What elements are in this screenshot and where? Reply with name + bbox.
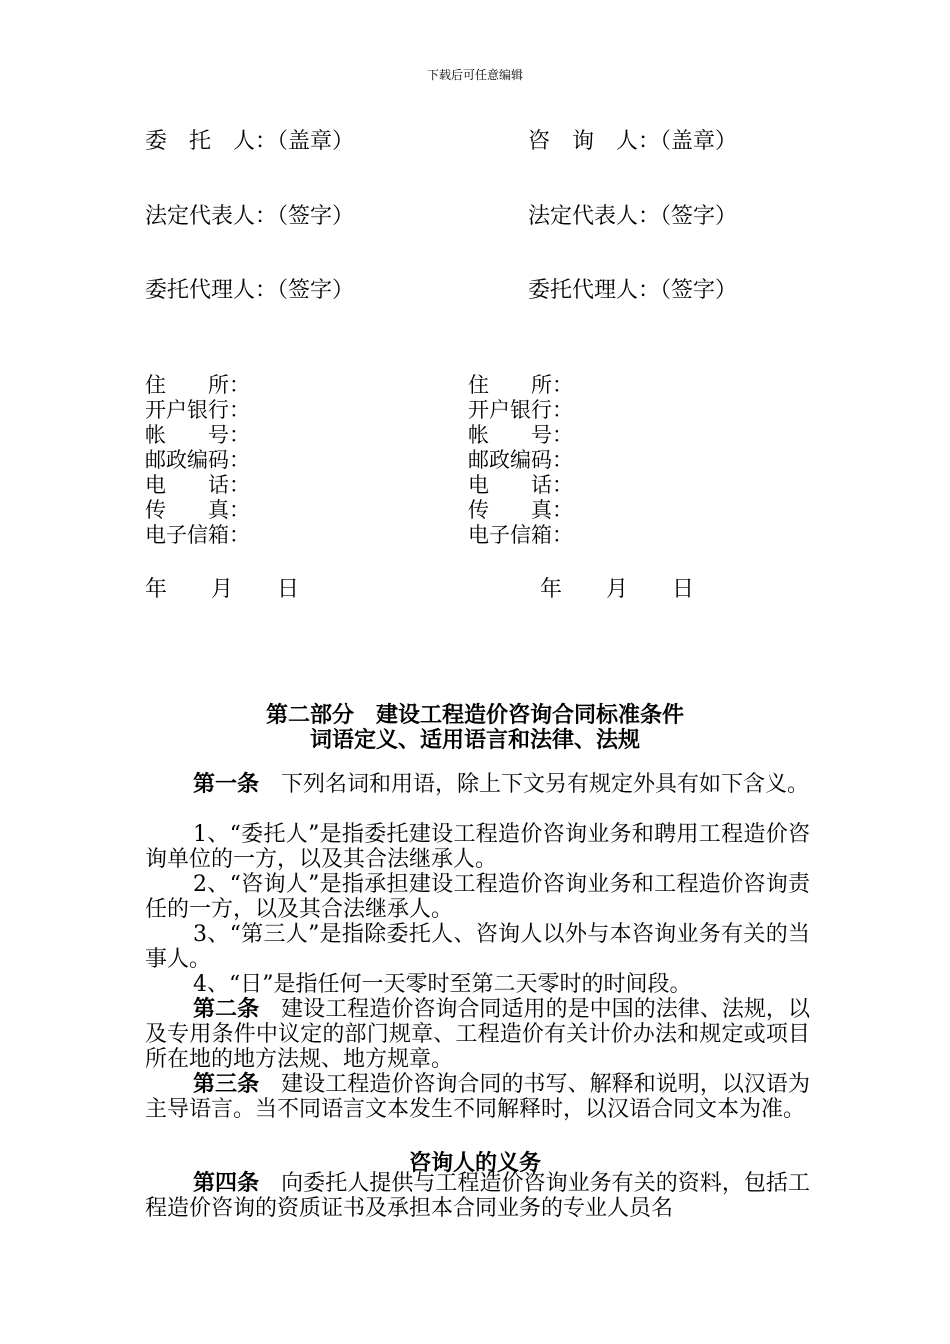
client-legal-rep-line: 法定代表人：（签字）: [145, 204, 355, 229]
article-label: 第三条: [193, 1071, 260, 1097]
article-label: 第一条: [193, 771, 260, 797]
bank-field: 开户银行：: [468, 398, 573, 422]
client-seal-line: 委 托 人：（盖章）: [145, 129, 355, 154]
consultant-duties-heading: 咨询人的义务: [408, 1150, 541, 1176]
consultant-legal-rep-line: 法定代表人：（签字）: [528, 204, 738, 229]
email-field: 电子信箱：: [145, 523, 250, 547]
definition-item-3: 3、“第三人”是指除委托人、咨询人以外与本咨询业务有关的当事人。: [145, 922, 810, 972]
fax-field: 传 真：: [468, 498, 573, 522]
address-field: 住 所：: [468, 373, 573, 397]
article-4: [145, 1171, 810, 1221]
client-date-line: 年 月 日: [145, 577, 300, 602]
bank-field: 开户银行：: [145, 398, 250, 422]
page-header-note: 下载后可任意编辑: [426, 68, 523, 82]
article-3: [145, 1072, 810, 1122]
article-1: [145, 772, 810, 797]
article-label: 第二条: [193, 996, 260, 1022]
article-text: 下列名词和用语，除上下文另有规定外具有如下含义。: [259, 772, 810, 797]
account-field: 帐 号：: [145, 423, 250, 447]
phone-field: 电 话：: [468, 473, 573, 497]
email-field: 电子信箱：: [468, 523, 573, 547]
postcode-field: 邮政编码：: [145, 448, 250, 472]
consultant-seal-line: 咨 询 人：（盖章）: [528, 129, 738, 154]
article-label: 第四条: [193, 1170, 260, 1196]
definition-item-4: 4、“日”是指任何一天零时至第二天零时的时间段。: [193, 972, 692, 997]
definition-item-1: 1、“委托人”是指委托建设工程造价咨询业务和聘用工程造价咨询单位的一方，以及其合法继承人。: [145, 822, 810, 872]
postcode-field: 邮政编码：: [468, 448, 573, 472]
consultant-agent-line: 委托代理人：（签字）: [528, 278, 738, 303]
fax-field: 传 真：: [145, 498, 250, 522]
consultant-date-line: 年 月 日: [540, 577, 695, 602]
client-agent-line: 委托代理人：（签字）: [145, 278, 355, 303]
definition-item-2: 2、“咨询人”是指承担建设工程造价咨询业务和工程造价咨询责任的一方，以及其合法继承人。: [145, 872, 810, 922]
article-text: 建设工程造价咨询合同适用的是中国的法律、法规，以及专用条件中议定的部门规章、工程造价有关计价办法和规定或项目所在地的地方法规、地方规章。: [145, 997, 810, 1072]
article-text: 建设工程造价咨询合同的书写、解释和说明，以汉语为主导语言。当不同语言文本发生不同解释时，以汉语合同文本为准。: [145, 1072, 810, 1122]
address-field: 住 所：: [145, 373, 250, 397]
section-title: 词语定义、适用语言和法律、法规: [309, 727, 640, 753]
part-title: 第二部分 建设工程造价咨询合同标准条件: [265, 702, 684, 728]
phone-field: 电 话：: [145, 473, 250, 497]
article-text: 向委托人提供与工程造价咨询业务有关的资料，包括工程造价咨询的资质证书及承担本合同业务的专业人员名: [145, 1171, 810, 1221]
account-field: 帐 号：: [468, 423, 573, 447]
consultant-info-block: [468, 373, 573, 548]
client-info-block: [145, 373, 250, 548]
article-2: [145, 997, 810, 1072]
